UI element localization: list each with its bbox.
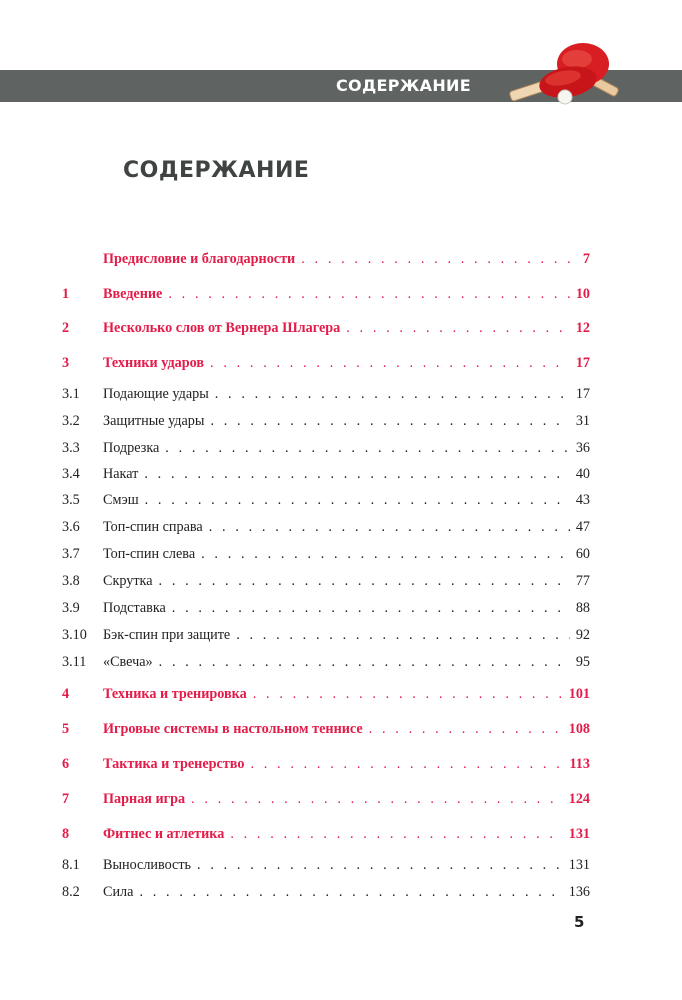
toc-entry-number: 3.8 (62, 573, 80, 589)
toc-entry[interactable] (62, 413, 590, 433)
toc-entry[interactable] (62, 440, 590, 460)
toc-dot-leader (301, 251, 577, 268)
toc-dot-leader (253, 686, 563, 703)
toc-entry[interactable] (62, 386, 590, 406)
toc-dot-leader (236, 627, 570, 644)
toc-entry-title: Подрезка (103, 440, 160, 456)
toc-entry-number: 3.9 (62, 600, 80, 616)
toc-entry-title: Топ-спин справа (103, 519, 203, 535)
toc-entry-title: Накат (103, 466, 139, 482)
header-title: СОДЕРЖАНИЕ (336, 76, 471, 95)
toc-entry-title: Выносливость (103, 857, 192, 873)
toc-entry[interactable] (62, 686, 590, 706)
toc-entry[interactable] (62, 286, 590, 306)
toc-dot-leader (230, 826, 562, 843)
toc-entry-title: «Свеча» (103, 654, 153, 670)
toc-entry-title: Защитные удары (103, 413, 205, 429)
toc-entry-number: 3.2 (62, 413, 80, 429)
toc-entry-page: 43 (575, 492, 590, 508)
toc-entry[interactable] (62, 721, 590, 741)
toc-entry-page: 17 (575, 386, 590, 402)
toc-entry-title: Подающие удары (103, 386, 209, 402)
toc-entry-title: Несколько слов от Вернера Шлагера (103, 320, 341, 336)
toc-entry-title: Техника и тренировка (103, 686, 247, 702)
toc-entry-number: 3.5 (62, 492, 80, 508)
toc-dot-leader (369, 721, 563, 738)
toc-entry[interactable] (62, 654, 590, 674)
toc-entry[interactable] (62, 492, 590, 512)
toc-entry-page: 31 (575, 413, 590, 429)
toc-entry-number: 4 (62, 686, 70, 702)
toc-dot-leader (215, 386, 570, 403)
toc-entry[interactable] (62, 355, 590, 375)
toc-entry-number: 8.1 (62, 857, 80, 873)
toc-dot-leader (250, 756, 563, 773)
toc-entry-title: Тактика и тренерство (103, 756, 245, 772)
toc-entry-number: 3.7 (62, 546, 80, 562)
toc-entry-title: Топ-спин слева (103, 546, 196, 562)
toc-entry-number: 7 (62, 791, 70, 807)
toc-entry-page: 12 (575, 320, 590, 336)
toc-dot-leader (159, 654, 570, 671)
toc-dot-leader (210, 413, 569, 430)
toc-dot-leader (139, 884, 562, 901)
page-title: СОДЕРЖАНИЕ (123, 158, 310, 183)
toc-entry-number: 1 (62, 286, 70, 302)
toc-entry-title: Введение (103, 286, 163, 302)
toc-entry-title: Фитнес и атлетика (103, 826, 225, 842)
toc-dot-leader (191, 791, 563, 808)
toc-entry-title: Игровые системы в настольном теннисе (103, 721, 363, 737)
toc-entry-number: 3.4 (62, 466, 80, 482)
toc-entry-page: 88 (575, 600, 590, 616)
toc-entry[interactable] (62, 519, 590, 539)
toc-entry-page: 17 (575, 355, 590, 371)
toc-entry[interactable] (62, 320, 590, 340)
toc-entry[interactable] (62, 600, 590, 620)
toc-entry-page: 10 (575, 286, 590, 302)
toc-entry-page: 40 (575, 466, 590, 482)
toc-entry-number: 5 (62, 721, 70, 737)
toc-entry-number: 3.6 (62, 519, 80, 535)
toc-entry-title: Предисловие и благодарности (103, 251, 296, 267)
toc-dot-leader (209, 519, 570, 536)
toc-entry[interactable] (62, 573, 590, 593)
toc-dot-leader (168, 286, 569, 303)
toc-entry-title: Скрутка (103, 573, 153, 589)
toc-dot-leader (172, 600, 570, 617)
toc-entry-page: 47 (575, 519, 590, 535)
toc-dot-leader (210, 355, 570, 372)
toc-entry-page: 131 (568, 826, 590, 842)
toc-entry-number: 2 (62, 320, 70, 336)
page-number: 5 (574, 913, 585, 931)
toc-entry-number: 3.3 (62, 440, 80, 456)
toc-dot-leader (346, 320, 570, 337)
toc-entry[interactable] (62, 884, 590, 904)
toc-entry[interactable] (62, 627, 590, 647)
toc-dot-leader (165, 440, 570, 457)
toc-entry-title: Бэк-спин при защите (103, 627, 231, 643)
toc-entry-page: 77 (575, 573, 590, 589)
toc-entry[interactable] (62, 546, 590, 566)
toc-entry-page: 136 (568, 884, 590, 900)
toc-entry-title: Смэш (103, 492, 139, 508)
toc-entry[interactable] (62, 756, 590, 776)
toc-entry[interactable] (62, 791, 590, 811)
toc-entry-title: Подставка (103, 600, 166, 616)
toc-entry[interactable] (62, 857, 590, 877)
toc-entry-number: 3.11 (62, 654, 87, 670)
toc-entry-page: 108 (568, 721, 590, 737)
toc-entry-title: Техники ударов (103, 355, 205, 371)
toc-entry-title: Парная игра (103, 791, 186, 807)
toc-entry[interactable] (62, 826, 590, 846)
toc-entry-number: 8.2 (62, 884, 80, 900)
toc-dot-leader (201, 546, 570, 563)
toc-entry-number: 8 (62, 826, 70, 842)
toc-entry-number: 3.1 (62, 386, 80, 402)
toc-entry-page: 7 (582, 251, 590, 267)
toc-dot-leader (197, 857, 563, 874)
toc-dot-leader (145, 492, 570, 509)
toc-entry-title: Сила (103, 884, 134, 900)
toc-dot-leader (159, 573, 570, 590)
toc-dot-leader (144, 466, 569, 483)
toc-entry-page: 36 (575, 440, 590, 456)
toc-entry-number: 3.10 (62, 627, 87, 643)
toc-entry[interactable] (62, 466, 590, 486)
toc-entry[interactable] (62, 251, 590, 271)
toc-entry-page: 124 (568, 791, 590, 807)
toc-entry-page: 60 (575, 546, 590, 562)
toc-entry-page: 95 (575, 654, 590, 670)
toc-entry-number: 3 (62, 355, 70, 371)
toc-entry-page: 92 (575, 627, 590, 643)
toc-entry-page: 131 (568, 857, 590, 873)
toc-entry-number: 6 (62, 756, 70, 772)
toc-entry-page: 101 (568, 686, 590, 702)
toc-entry-page: 113 (569, 756, 590, 772)
